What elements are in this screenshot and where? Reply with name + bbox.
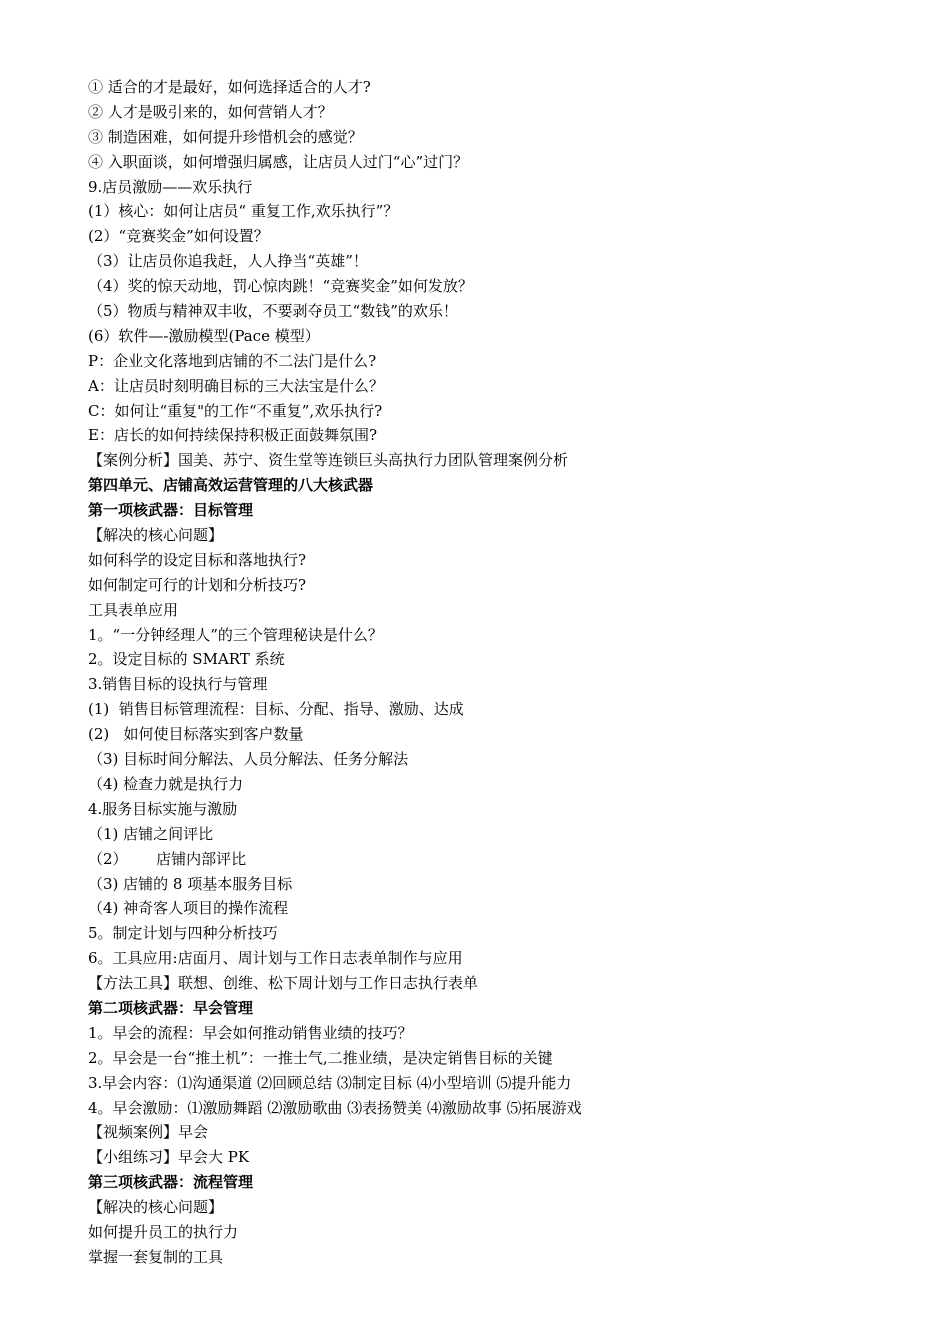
text-line: ② 人才是吸引来的，如何营销人才？ xyxy=(88,102,333,121)
section-heading: 第二项核武器：早会管理 xyxy=(88,998,254,1017)
text-line: 【案例分析】国美、苏宁、资生堂等连锁巨头高执行力团队管理案例分析 xyxy=(88,451,569,470)
text-line: 【小组练习】早会大 PK xyxy=(88,1148,250,1167)
text-line: C：如何让“重复"的工作“不重复”,欢乐执行? xyxy=(88,401,383,420)
text-line: 【方法工具】联想、创维、松下周计划与工作日志执行表单 xyxy=(88,974,479,993)
text-line: (2）“竞赛奖金”如何设置？ xyxy=(88,227,269,246)
text-line: 3.销售目标的设执行与管理 xyxy=(88,675,268,694)
text-line: 【视频案例】早会 xyxy=(88,1123,209,1142)
text-line: 3.早会内容：⑴沟通渠道 ⑵回顾总结 ⑶制定目标 ⑷小型培训 ⑸提升能力 xyxy=(88,1073,572,1092)
text-line: （5）物质与精神双丰收，不要剥夺员工“数钱”的欢乐！ xyxy=(88,302,458,321)
text-line: ③ 制造困难，如何提升珍惜机会的感觉？ xyxy=(88,127,363,146)
section-heading: 第四单元、店铺高效运营管理的八大核武器 xyxy=(88,476,374,495)
section-heading: 第三项核武器：流程管理 xyxy=(88,1173,254,1192)
text-line: 4。早会激励：⑴激励舞蹈 ⑵激励歌曲 ⑶表扬赞美 ⑷激励故事 ⑸拓展游戏 xyxy=(88,1098,582,1117)
text-line: 如何科学的设定目标和落地执行? xyxy=(88,550,307,569)
text-line: （3) 目标时间分解法、人员分解法、任务分解法 xyxy=(88,750,409,769)
text-line: 2。早会是一台“推土机”：一推士气,二推业绩，是决定销售目标的关键 xyxy=(88,1048,553,1067)
text-line: (1) 销售目标管理流程：目标、分配、指导、激励、达成 xyxy=(88,700,464,719)
text-line: (2) 如何使目标落实到客户数量 xyxy=(88,725,304,744)
section-heading: 第一项核武器：目标管理 xyxy=(88,501,254,520)
text-line: 【解决的核心问题】 xyxy=(88,526,224,545)
text-line: 9.店员激励——欢乐执行 xyxy=(88,177,253,196)
text-line: 如何提升员工的执行力 xyxy=(88,1222,239,1241)
text-line: ① 适合的才是最好，如何选择适合的人才? xyxy=(88,78,371,96)
text-line: 6。工具应用:店面月、周计划与工作日志表单制作与应用 xyxy=(88,949,463,968)
text-line: 掌握一套复制的工具 xyxy=(88,1247,224,1266)
document-page xyxy=(88,75,888,1270)
text-line: (6）软件—-激励模型(Pace 模型） xyxy=(88,326,320,345)
text-line: (1）核心：如何让店员“ 重复工作,欢乐执行”？ xyxy=(88,202,399,221)
text-line: （4) 检查力就是执行力 xyxy=(88,774,244,793)
text-line: （4）奖的惊天动地，罚心惊肉跳！“竞赛奖金”如何发放？ xyxy=(88,277,473,296)
text-line: （1) 店铺之间评比 xyxy=(88,824,214,843)
text-line: 如何制定可行的计划和分析技巧? xyxy=(88,575,307,594)
text-line: 1。“一分钟经理人”的三个管理秘诀是什么？ xyxy=(88,625,383,644)
text-line: 1。早会的流程：早会如何推动销售业绩的技巧？ xyxy=(88,1023,413,1042)
text-line: （4) 神奇客人项目的操作流程 xyxy=(88,899,289,918)
text-line: （3) 店铺的 8 项基本服务目标 xyxy=(88,874,293,893)
text-line: ④ 入职面谈，如何增强归属感，让店员人过门“心”过门？ xyxy=(88,152,469,171)
text-line: E：店长的如何持续保持积极正面鼓舞氛围? xyxy=(88,426,377,445)
text-line: A：让店员时刻明确目标的三大法宝是什么？ xyxy=(88,376,384,395)
text-line: 5。制定计划与四种分析技巧 xyxy=(88,924,278,943)
text-line: （3）让店员你追我赶，人人挣当“英雄”！ xyxy=(88,252,368,271)
text-line: 【解决的核心问题】 xyxy=(88,1198,224,1217)
text-line: P：企业文化落地到店铺的不二法门是什么? xyxy=(88,351,377,370)
text-line: （2） 店铺内部评比 xyxy=(88,849,247,868)
text-line: 工具表单应用 xyxy=(88,600,179,619)
text-line: 4.服务目标实施与激励 xyxy=(88,799,238,818)
text-line: 2。设定目标的 SMART 系统 xyxy=(88,650,285,669)
